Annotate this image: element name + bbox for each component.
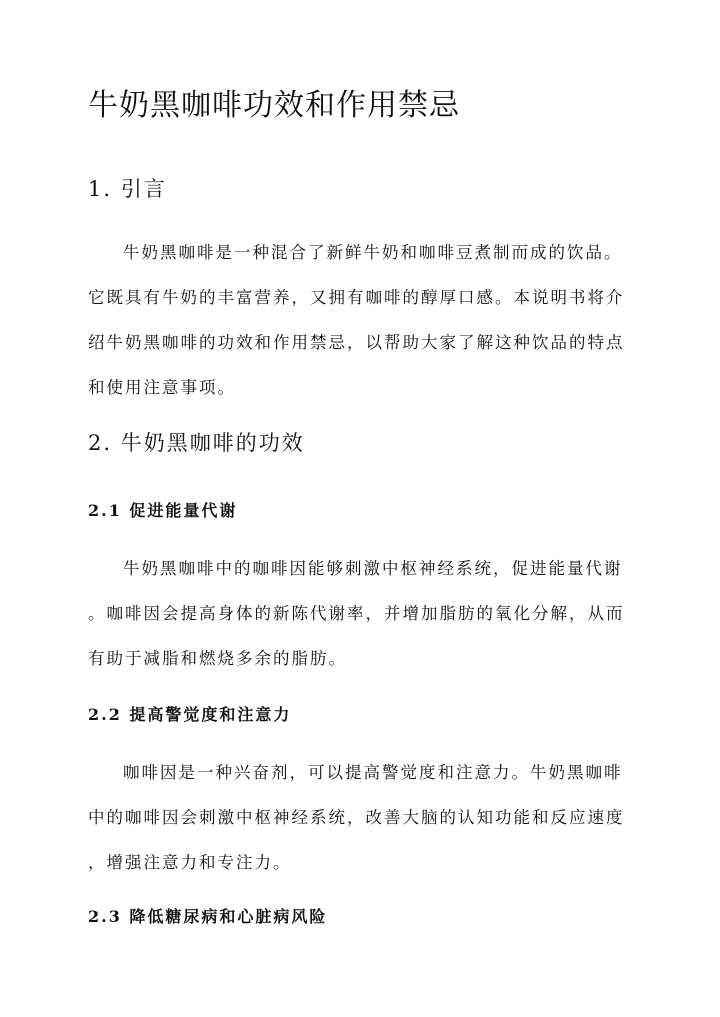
paragraph-line: 。咖啡因会提高身体的新陈代谢率，并增加脂肪的氧化分解，从而 — [88, 604, 625, 623]
alertness-paragraph — [88, 750, 633, 885]
introduction-paragraph — [88, 230, 633, 410]
section-heading-introduction: 1. 引言 — [88, 177, 167, 201]
paragraph-line: 有助于减脂和燃烧多余的脂肪。 — [88, 649, 347, 668]
energy-metabolism-paragraph — [88, 546, 633, 681]
document-title: 牛奶黑咖啡功效和作用禁忌 — [88, 88, 460, 123]
paragraph-line: 咖啡因是一种兴奋剂，可以提高警觉度和注意力。牛奶黑咖啡 — [123, 763, 623, 782]
paragraph-line: 牛奶黑咖啡是一种混合了新鲜牛奶和咖啡豆煮制而成的饮品。 — [123, 243, 623, 262]
paragraph-line: 和使用注意事项。 — [88, 378, 236, 397]
subsection-heading-alertness: 2.2 提高警觉度和注意力 — [88, 705, 292, 724]
paragraph-line: 它既具有牛奶的丰富营养，又拥有咖啡的醇厚口感。本说明书将介 — [88, 288, 625, 307]
paragraph-line: ，增强注意力和专注力。 — [88, 853, 292, 872]
paragraph-line: 牛奶黑咖啡中的咖啡因能够刺激中枢神经系统，促进能量代谢 — [123, 559, 623, 578]
subsection-heading-disease-risk: 2.3 降低糖尿病和心脏病风险 — [88, 907, 328, 926]
subsection-heading-energy-metabolism: 2.1 促进能量代谢 — [88, 501, 238, 520]
paragraph-line: 中的咖啡因会刺激中枢神经系统，改善大脑的认知功能和反应速度 — [88, 808, 625, 827]
section-heading-benefits: 2. 牛奶黑咖啡的功效 — [88, 431, 305, 455]
paragraph-line: 绍牛奶黑咖啡的功效和作用禁忌，以帮助大家了解这种饮品的特点 — [88, 333, 625, 352]
